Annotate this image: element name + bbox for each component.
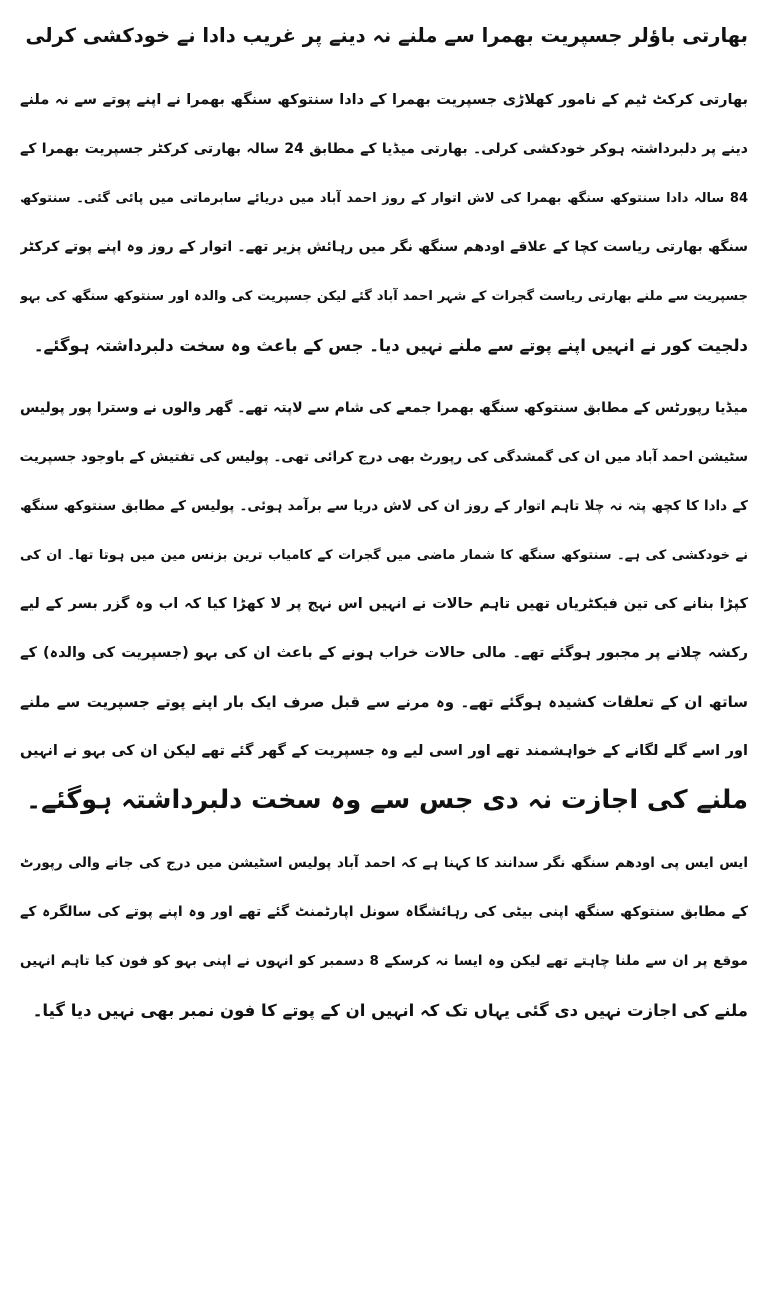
text-line: میڈیا رپورٹس کے مطابق سنتوکھ سنگھ بھمرا جمعے کی شام سے لاپتہ تھے۔ گھر والوں نے وسترا پور پولیس — [20, 400, 748, 416]
text-line: ملنے کی اجازت نہ دی جس سے وہ سخت دلبرداشتہ ہوگئے۔ — [26, 785, 748, 815]
article-paragraph-1 — [20, 76, 748, 370]
text-line: ساتھ ان کے تعلقات کشیدہ ہوگئے تھے۔ وہ مرنے سے قبل صرف ایک بار اپنے پوتے جسپریت سے ملنے — [20, 693, 748, 711]
text-line: ایس ایس پی اودھم سنگھ نگر سدانند کا کہنا ہے کہ احمد آباد پولیس اسٹیشن میں درج کی جانے والی رپورٹ — [20, 855, 748, 871]
text-line: سنگھ بھارتی ریاست کچا کے علاقے اودھم سنگھ نگر میں رہائش پزیر تھے۔ اتوار کے روز وہ اپنے پوتے کرکٹر — [20, 239, 748, 255]
text-line: ملنے کی اجازت نہیں دی گئی یہاں تک کہ انہیں ان کے پوتے کا فون نمبر بھی نہیں دیا گیا۔ — [32, 1001, 748, 1020]
text-line: 84 سالہ دادا سنتوکھ سنگھ بھمرا کی لاش اتوار کے روز احمد آباد میں دریائے سابرماتی میں پائی گئی۔ سنتوکھ — [20, 191, 748, 206]
text-line: نے خودکشی کی ہے۔ سنتوکھ سنگھ کا شمار ماضی میں گجرات کے کامیاب ترین بزنس مین میں ہوتا تھا۔ ان کی — [20, 548, 748, 563]
text-line: رکشہ چلانے پر مجبور ہوگئے تھے۔ مالی حالات خراب ہونے کے باعث ان کی بہو (جسپریت کی والدہ) کے — [20, 645, 748, 661]
text-line: جسپریت سے ملنے بھارتی ریاست گجرات کے شہر احمد آباد گئے لیکن جسپریت کی والدہ اور سنتوکھ سنگھ کی بہو — [20, 289, 748, 304]
text-line: کپڑا بنانے کی تین فیکٹریاں تھیں تاہم حالات نے انہیں اس نہج پر لا کھڑا کیا کہ اب وہ گزر بسر کے لیے — [20, 596, 748, 612]
text-line: دلجیت کور نے انہیں اپنے پوتے سے ملنے نہیں دیا۔ جس کے باعث وہ سخت دلبرداشتہ ہوگئے۔ — [33, 336, 748, 355]
text-line: سٹیشن احمد آباد میں ان کی گمشدگی کی رپورٹ بھی درج کرائی تھی۔ پولیس کی تفتیش کے باوجود جسپریت — [20, 449, 748, 465]
text-line: کے مطابق سنتوکھ سنگھ اپنی بیٹی کی رہائشگاہ سونل اپارٹمنٹ گئے تھے اور وہ اپنے پوتے کی سالگرہ کے — [20, 904, 748, 920]
text-line: دینے پر دلبرداشتہ ہوکر خودکشی کرلی۔ بھارتی میڈیا کے مطابق 24 سالہ بھارتی کرکٹر جسپریت بھمرا کے — [20, 141, 748, 157]
article-paragraph-3 — [20, 839, 748, 1035]
text-line: کے دادا کا کچھ پتہ نہ چلا تاہم اتوار کے روز ان کی لاش دریا سے برآمد ہوئی۔ پولیس کے مطابق سنتوکھ سنگھ — [20, 498, 748, 514]
article-paragraph-2 — [20, 384, 748, 825]
text-line: اور اسے گلے لگانے کے خواہشمند تھے اور اسی لیے وہ جسپریت کے گھر گئے تھے لیکن ان کی بہو نے انہیں — [20, 743, 748, 759]
article-headline: بھارتی باؤلر جسپریت بھمرا سے ملنے نہ دینے پر غریب دادا نے خودکشی کرلی — [25, 24, 748, 47]
text-line: بھارتی کرکٹ ٹیم کے نامور کھلاڑی جسپریت بھمرا کے دادا سنتوکھ سنگھ بھمرا نے اپنے پوتے سے نہ ملنے — [20, 92, 748, 108]
text-line: موقع پر ان سے ملنا چاہتے تھے لیکن وہ ایسا نہ کرسکے 8 دسمبر کو انہوں نے اپنی بہو کو فون کیا تاہم انہیں — [20, 953, 748, 969]
